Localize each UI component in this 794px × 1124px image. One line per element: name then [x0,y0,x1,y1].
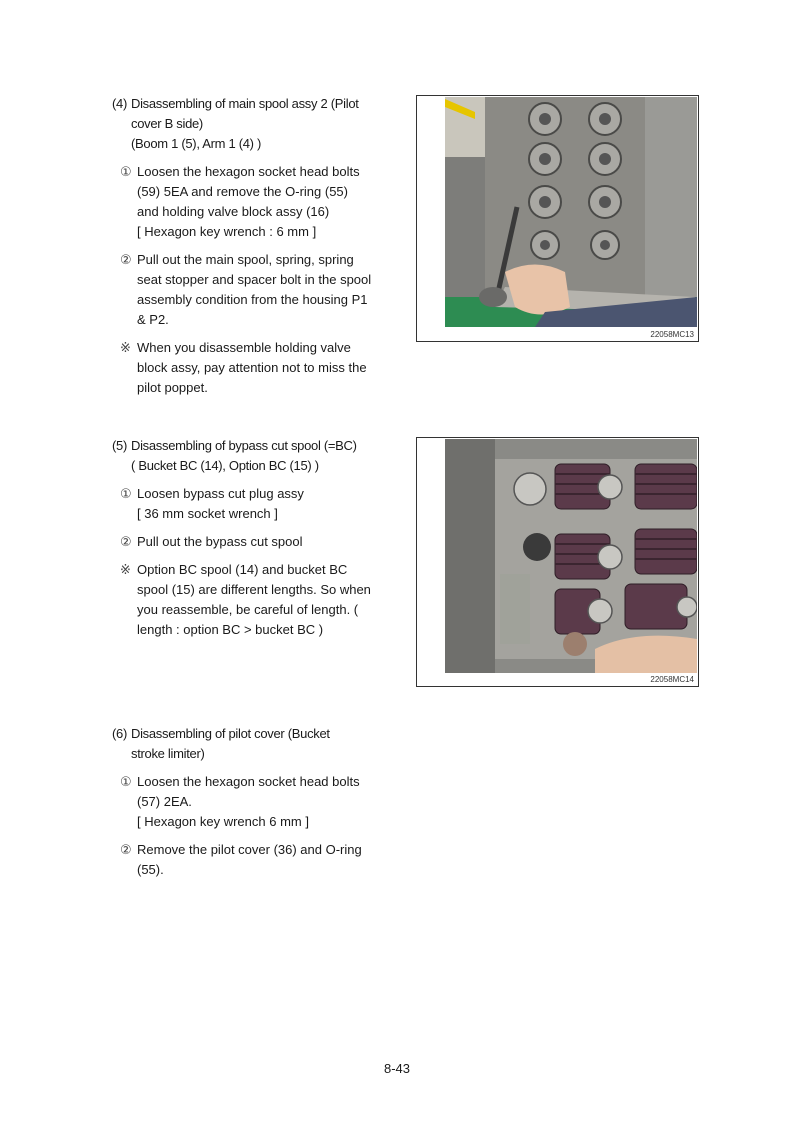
note [112,560,378,640]
photo-caption: 22058MC14 [650,675,694,684]
step-marker: ② [120,252,132,267]
page-number: 8-43 [383,1061,411,1076]
step-text: seat stopper and spacer bolt in the spool [137,272,372,287]
valve-photo-illustration [445,97,697,327]
section-heading [112,94,378,154]
step-marker: ① [120,486,132,501]
step-marker: ② [120,842,132,857]
step-text: [ 36 mm socket wrench ] [137,506,278,521]
note-text: you reassemble, be careful of length. ( [137,602,359,617]
heading-line: cover B side) [131,116,203,131]
spool-photo-illustration [445,439,697,673]
note-text: block assy, pay attention not to miss the [137,360,367,375]
step-text: Loosen bypass cut plug assy [137,486,304,501]
step-text: (57) 2EA. [137,794,192,809]
step-2 [112,532,378,552]
note-text: pilot poppet. [137,380,208,395]
step-text: Loosen the hexagon socket head bolts [137,164,360,179]
step-marker: ① [120,164,132,179]
step-marker: ② [120,534,132,549]
step-text: assembly condition from the housing P1 [137,292,368,307]
note-marker: ※ [120,562,131,577]
step-text: Loosen the hexagon socket head bolts [137,774,360,789]
heading-subtitle: (Boom 1 (5), Arm 1 (4) ) [131,136,262,151]
section-number: (4) [112,96,127,111]
section-number: (6) [112,726,127,741]
step-text: and holding valve block assy (16) [137,204,330,219]
step-text: Pull out the bypass cut spool [137,534,303,549]
step-text: Remove the pilot cover (36) and O-ring [137,842,362,857]
note-text: When you disassemble holding valve [137,340,351,355]
note-text: spool (15) are different lengths. So when [137,582,371,597]
step-marker: ① [120,774,132,789]
step-1 [112,162,378,242]
photo-image [445,97,697,327]
step-text: [ Hexagon key wrench : 6 mm ] [137,224,317,239]
step-text: (59) 5EA and remove the O-ring (55) [137,184,348,199]
section-heading [112,724,378,764]
step-text: (55). [137,862,164,877]
photo-image [445,439,697,673]
photo-caption: 22058MC13 [650,330,694,339]
step-text: & P2. [137,312,169,327]
heading-line: Disassembling of bypass cut spool (=BC) [131,438,357,453]
step-text: Pull out the main spool, spring, spring [137,252,354,267]
note-marker: ※ [120,340,131,355]
note-text: length : option BC > bucket BC ) [137,622,324,637]
step-1 [112,484,378,524]
photo-control-valve-wrench [416,95,699,342]
step-text: [ Hexagon key wrench 6 mm ] [137,814,309,829]
photo-bypass-cut-spools [416,437,699,687]
step-1 [112,772,378,832]
section-5 [112,436,378,640]
step-2 [112,250,378,330]
heading-subtitle: ( Bucket BC (14), Option BC (15) ) [131,458,319,473]
section-6 [112,724,378,880]
note-text: Option BC spool (14) and bucket BC [137,562,348,577]
heading-line: stroke limiter) [131,746,205,761]
section-4 [112,94,378,398]
heading-line: Disassembling of pilot cover (Bucket [131,726,330,741]
step-2 [112,840,378,880]
heading-line: Disassembling of main spool assy 2 (Pilot [131,96,359,111]
section-heading [112,436,378,476]
note [112,338,378,398]
section-number: (5) [112,438,127,453]
